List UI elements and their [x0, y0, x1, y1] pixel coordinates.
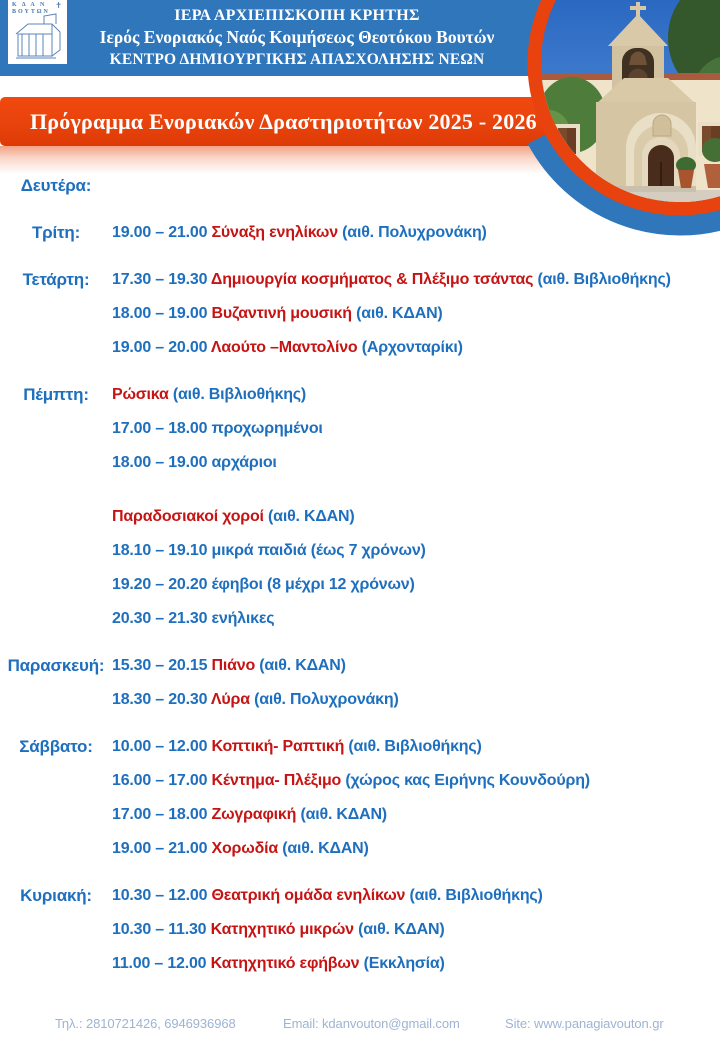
- schedule-text-segment: 19.00 – 21.00: [112, 224, 212, 241]
- schedule-row: [0, 683, 720, 717]
- schedule-text-segment: Ζωγραφική: [211, 806, 297, 823]
- schedule-text-segment: 10.30 – 12.00: [112, 887, 212, 904]
- schedule-row: [0, 331, 720, 365]
- niche: [653, 115, 671, 136]
- schedule-text-segment: (Εκκλησία): [359, 955, 445, 972]
- schedule-text-segment: (αιθ. Βιβλιοθήκης): [405, 887, 543, 904]
- schedule-text-segment: Ρώσικα: [112, 386, 169, 403]
- schedule-row: [0, 568, 720, 602]
- schedule-text-segment: 18.00 – 19.00: [112, 305, 212, 322]
- schedule-text-segment: (αιθ. ΚΔΑΝ): [277, 840, 369, 857]
- schedule-text-segment: (αιθ. Πολυχρονάκη): [337, 224, 487, 241]
- day-label: Δευτέρα:: [20, 176, 92, 195]
- schedule-row: [0, 534, 720, 568]
- schedule-text-segment: 16.00 – 17.00: [112, 772, 212, 789]
- schedule-text-segment: (αιθ. Βιβλιοθήκης): [344, 738, 482, 755]
- schedule-entry: [112, 840, 369, 858]
- schedule-row: [0, 730, 720, 764]
- schedule-text-segment: 19.00 – 21.00: [112, 840, 212, 857]
- schedule-entry: [112, 657, 346, 675]
- schedule-text-segment: Λαούτο –Μαντολίνο: [210, 339, 358, 356]
- schedule-text-segment: 19.20 – 20.20 έφηβοι (8 μέχρι 12 χρόνων): [112, 576, 415, 593]
- header-line-center: ΚΕΝΤΡΟ ΔΗΜΙΟΥΡΓΙΚΗΣ ΑΠΑΣΧΟΛΗΣΗΣ ΝΕΩΝ: [109, 51, 485, 68]
- schedule-row: [0, 412, 720, 446]
- schedule-text-segment: (χώρος κας Ειρήνης Κουνδούρη): [341, 772, 590, 789]
- schedule-text-segment: 10.30 – 11.30: [112, 921, 211, 938]
- kdan-logo: [8, 0, 67, 64]
- schedule-row: [0, 913, 720, 947]
- day-label: Τρίτη:: [31, 223, 81, 242]
- schedule-entry: [112, 576, 415, 594]
- schedule-row: [0, 216, 720, 250]
- schedule-text-segment: Πιάνο: [211, 657, 256, 674]
- schedule-entry: [112, 887, 543, 905]
- schedule-entry: [112, 420, 323, 438]
- day-label: Πέμπτη:: [23, 385, 89, 404]
- schedule-entry: [112, 691, 399, 709]
- schedule-text-segment: (αιθ. ΚΔΑΝ): [263, 508, 355, 525]
- schedule-text-segment: Χορωδία: [211, 840, 278, 857]
- schedule-row: [0, 297, 720, 331]
- schedule-entry: [112, 224, 487, 242]
- schedule-text-segment: Σύναξη ενηλίκων: [211, 224, 338, 241]
- schedule-text-segment: (Αρχονταρίκι): [357, 339, 463, 356]
- schedule-entry: [112, 305, 443, 323]
- schedule-entry: [112, 454, 277, 472]
- schedule-text-segment: 18.00 – 19.00 αρχάριοι: [112, 454, 277, 471]
- logo-text: [12, 2, 50, 16]
- schedule-row: [0, 832, 720, 866]
- schedule-row: [0, 649, 720, 683]
- schedule-entry: [112, 508, 355, 526]
- schedule-row: [0, 947, 720, 981]
- schedule-text-segment: Βυζαντινή μουσική: [211, 305, 352, 322]
- header-line-archdiocese: ΙΕΡΑ ΑΡΧΙΕΠΙΣΚΟΠΗ ΚΡΗΤΗΣ: [174, 7, 420, 24]
- schedule-entry: [112, 921, 445, 939]
- page-title: Πρόγραμμα Ενοριακών Δραστηριοτήτων 2025 - 2026: [30, 109, 537, 134]
- schedule-row: [0, 879, 720, 913]
- schedule-text-segment: 10.00 – 12.00: [112, 738, 212, 755]
- schedule-entry: [112, 955, 445, 973]
- schedule-entry: [112, 542, 426, 560]
- schedule-entry: [112, 339, 463, 357]
- cross-icon: ✝: [55, 1, 62, 10]
- header-line-parish: Ιερός Ενοριακός Ναός Κοιμήσεως Θεοτόκου Βουτών: [99, 27, 495, 47]
- logo-line-kdan: Κ Δ Α Ν: [12, 2, 47, 8]
- schedule-text-segment: Λύρα: [210, 691, 250, 708]
- schedule-text-segment: 18.10 – 19.10 μικρά παιδιά (έως 7 χρόνων): [112, 542, 426, 559]
- footer-email: Email: kdanvouton@gmail.com: [283, 1016, 460, 1031]
- schedule-text-segment: 17.00 – 18.00: [112, 806, 212, 823]
- schedule-text-segment: Κατηχητικό μικρών: [210, 921, 354, 938]
- day-label: Κυριακή:: [20, 886, 92, 905]
- schedule-text-segment: 15.30 – 20.15: [112, 657, 212, 674]
- schedule-row: [0, 602, 720, 636]
- schedule-text-segment: (αιθ. Πολυχρονάκη): [249, 691, 399, 708]
- schedule-text-segment: Παραδοσιακοί χοροί: [112, 508, 264, 525]
- schedule-row: [0, 263, 720, 297]
- footer-phone: Τηλ.: 2810721426, 6946936968: [55, 1016, 236, 1031]
- schedule-row: [0, 169, 720, 203]
- schedule-text-segment: 19.00 – 20.00: [112, 339, 211, 356]
- day-label: Τετάρτη:: [22, 270, 90, 289]
- schedule-text-segment: 17.30 – 19.30: [112, 271, 211, 288]
- day-label: Σάββατο:: [19, 737, 93, 756]
- schedule-text-segment: Δημιουργία κοσμήματος & Πλέξιμο τσάντας: [210, 271, 534, 288]
- schedule-text-segment: (αιθ. Βιβλιοθήκης): [533, 271, 671, 288]
- schedule-text-segment: 18.30 – 20.30: [112, 691, 211, 708]
- schedule-text-segment: 20.30 – 21.30 ενήλικες: [112, 610, 275, 627]
- schedule-text-segment: (αιθ. ΚΔΑΝ): [296, 806, 387, 823]
- schedule-entry: [112, 738, 482, 756]
- day-label: Παρασκευή:: [7, 656, 105, 675]
- schedule-entry: [112, 271, 671, 289]
- schedule-text-segment: Κέντημα- Πλέξιμο: [211, 772, 342, 789]
- schedule: [0, 169, 720, 981]
- schedule-entry: [112, 772, 590, 790]
- schedule-text-segment: Θεατρική ομάδα ενηλίκων: [211, 887, 406, 904]
- schedule-row: [0, 764, 720, 798]
- schedule-row: [0, 500, 720, 534]
- schedule-entry: [112, 386, 306, 404]
- schedule-row: [0, 446, 720, 480]
- schedule-text-segment: 17.00 – 18.00 προχωρημένοι: [112, 420, 323, 437]
- schedule-text-segment: (αιθ. ΚΔΑΝ): [351, 305, 443, 322]
- schedule-entry: [112, 806, 387, 824]
- schedule-text-segment: (αιθ. ΚΔΑΝ): [353, 921, 445, 938]
- schedule-entry: [112, 610, 274, 628]
- schedule-text-segment: Κατηχητικό εφήβων: [210, 955, 360, 972]
- logo-line-vouton: ΒΟΥΤΩΝ: [12, 9, 50, 15]
- schedule-text-segment: Κοπτική- Ραπτική: [211, 738, 345, 755]
- schedule-text-segment: 11.00 – 12.00: [112, 955, 211, 972]
- footer-site: Site: www.panagiavouton.gr: [505, 1016, 664, 1031]
- schedule-text-segment: (αιθ. ΚΔΑΝ): [255, 657, 346, 674]
- schedule-text-segment: (αιθ. Βιβλιοθήκης): [168, 386, 307, 403]
- schedule-row: [0, 378, 720, 412]
- schedule-row: [0, 798, 720, 832]
